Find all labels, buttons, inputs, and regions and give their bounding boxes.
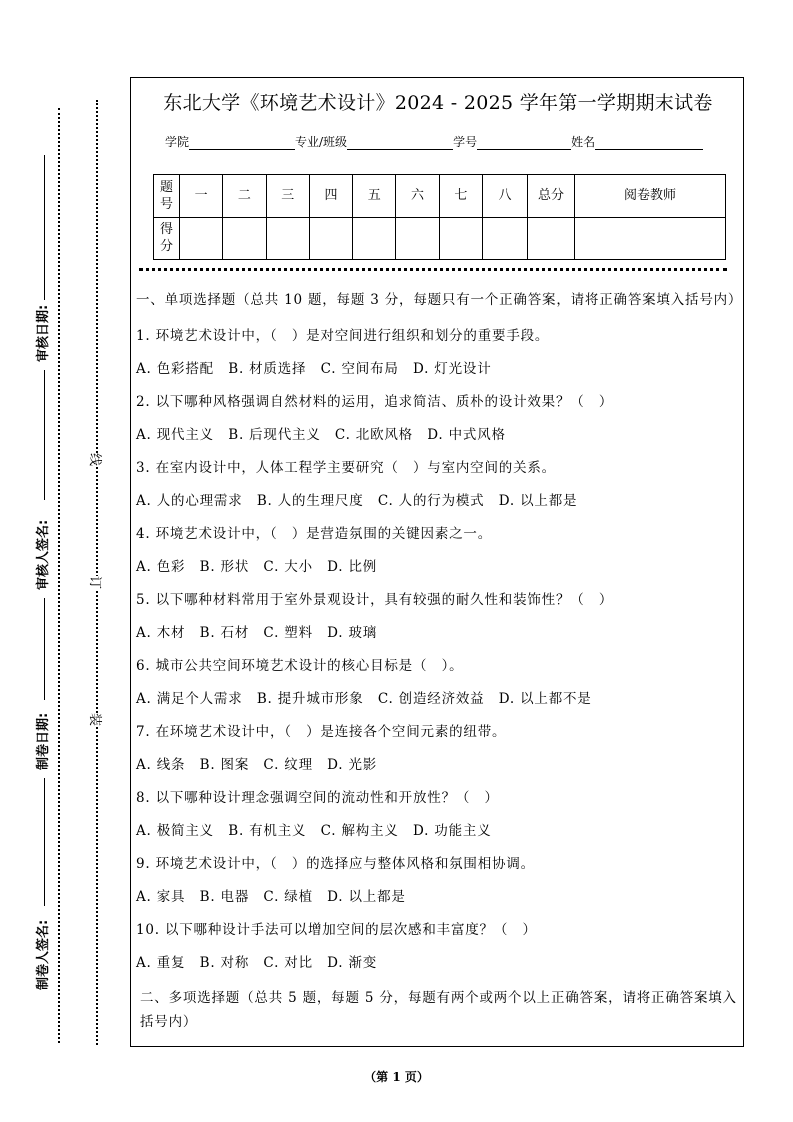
col-6: 六	[396, 175, 439, 218]
question-3: 3. 在室内设计中，人体工程学主要研究（ ）与室内空间的关系。	[136, 460, 556, 476]
section-1-title: 一、单项选择题（总共 10 题，每题 3 分，每题只有一个正确答案，请将正确答案填入括号内）	[136, 292, 743, 308]
field-label-name: 姓名	[571, 135, 596, 149]
col-total: 总分	[528, 175, 575, 218]
score-row-header: 得分	[154, 217, 180, 260]
question-7-options: A. 线条 B. 图案 C. 纹理 D. 光影	[136, 757, 378, 773]
col-3: 三	[266, 175, 309, 218]
field-label-student-id: 学号	[453, 135, 478, 149]
setter-date-label: 制卷日期:	[36, 712, 51, 770]
name-blank[interactable]	[595, 135, 703, 150]
question-9-options: A. 家具 B. 电器 C. 绿植 D. 以上都是	[136, 889, 406, 905]
question-7: 7. 在环境艺术设计中，（ ）是连接各个空间元素的纽带。	[136, 724, 507, 740]
question-10-options: A. 重复 B. 对称 C. 对比 D. 渐变	[136, 955, 378, 971]
question-list	[136, 320, 741, 980]
question-5-options: A. 木材 B. 石材 C. 塑料 D. 玻璃	[136, 625, 378, 641]
question-2: 2. 以下哪种风格强调自然材料的运用，追求简洁、质朴的设计效果？（ ）	[136, 394, 614, 410]
score-cell[interactable]	[528, 217, 575, 260]
col-8: 八	[483, 175, 528, 218]
col-7: 七	[439, 175, 482, 218]
question-6: 6. 城市公共空间环境艺术设计的核心目标是（ ）。	[136, 658, 464, 674]
question-10: 10. 以下哪种设计手法可以增加空间的层次感和丰富度？（ ）	[136, 922, 537, 938]
question-6-options: A. 满足个人需求 B. 提升城市形象 C. 创造经济效益 D. 以上都不是	[136, 691, 592, 707]
review-date-label: 审核日期:	[36, 304, 51, 362]
score-cell[interactable]	[396, 217, 439, 260]
score-cell[interactable]	[575, 217, 726, 260]
binding-dotted-line	[96, 100, 98, 1045]
exam-content	[136, 288, 741, 1042]
sign-line-4	[44, 778, 45, 906]
reviewer-signature-label: 审核人签名:	[36, 519, 51, 590]
question-4: 4. 环境艺术设计中，（ ）是营造氛围的关键因素之一。	[136, 526, 493, 542]
question-1: 1. 环境艺术设计中，（ ）是对空间进行组织和划分的重要手段。	[136, 328, 550, 344]
score-cell[interactable]	[223, 217, 266, 260]
col-4: 四	[309, 175, 352, 218]
col-1: 一	[180, 175, 223, 218]
section-2-title: 二、多项选择题（总共 5 题，每题 5 分，每题有两个或两个以上正确答案，请将正确答案填入括号内）	[140, 990, 737, 1030]
question-5: 5. 以下哪种材料常用于室外景观设计，具有较强的耐久性和装饰性？（ ）	[136, 592, 614, 608]
student-id-blank[interactable]	[477, 135, 571, 150]
question-4-options: A. 色彩 B. 形状 C. 大小 D. 比例	[136, 559, 378, 575]
field-label-college: 学院	[165, 135, 190, 149]
col-5: 五	[353, 175, 396, 218]
field-label-major: 专业/班级	[295, 135, 348, 149]
page-number: （第 1 页）	[364, 1070, 429, 1084]
question-8: 8. 以下哪种设计理念强调空间的流动性和开放性？（ ）	[136, 790, 499, 806]
setter-signature-label: 制卷人签名:	[36, 919, 51, 990]
question-3-options: A. 人的心理需求 B. 人的生理尺度 C. 人的行为模式 D. 以上都是	[136, 493, 578, 509]
college-blank[interactable]	[189, 135, 295, 150]
score-table	[153, 174, 726, 260]
student-info-row	[165, 133, 703, 150]
question-number-header: 题号	[154, 175, 180, 218]
score-cell[interactable]	[353, 217, 396, 260]
major-blank[interactable]	[347, 135, 453, 150]
score-cell[interactable]	[309, 217, 352, 260]
exam-title: 东北大学《环境艺术设计》2024 - 2025 学年第一学期期末试卷	[163, 92, 713, 114]
score-cell[interactable]	[483, 217, 528, 260]
score-cell[interactable]	[180, 217, 223, 260]
binding-mark-bind: 装	[87, 713, 106, 726]
score-cell[interactable]	[439, 217, 482, 260]
question-9: 9. 环境艺术设计中，（ ）的选择应与整体风格和氛围相协调。	[136, 856, 535, 872]
binding-mark-line: 线	[87, 453, 106, 466]
sign-line-3	[44, 598, 45, 700]
question-2-options: A. 现代主义 B. 后现代主义 C. 北欧风格 D. 中式风格	[136, 427, 506, 443]
col-grader: 阅卷教师	[575, 175, 726, 218]
header-divider	[139, 268, 727, 271]
sign-line-2	[44, 370, 45, 500]
exam-paper	[130, 77, 744, 1047]
signature-dotted-line	[58, 108, 60, 1043]
sign-line-1	[44, 155, 45, 300]
binding-mark-order: 订	[87, 576, 106, 589]
question-8-options: A. 极简主义 B. 有机主义 C. 解构主义 D. 功能主义	[136, 823, 492, 839]
col-2: 二	[223, 175, 266, 218]
question-1-options: A. 色彩搭配 B. 材质选择 C. 空间布局 D. 灯光设计	[136, 361, 492, 377]
score-cell[interactable]	[266, 217, 309, 260]
binding-strip	[0, 0, 128, 1122]
